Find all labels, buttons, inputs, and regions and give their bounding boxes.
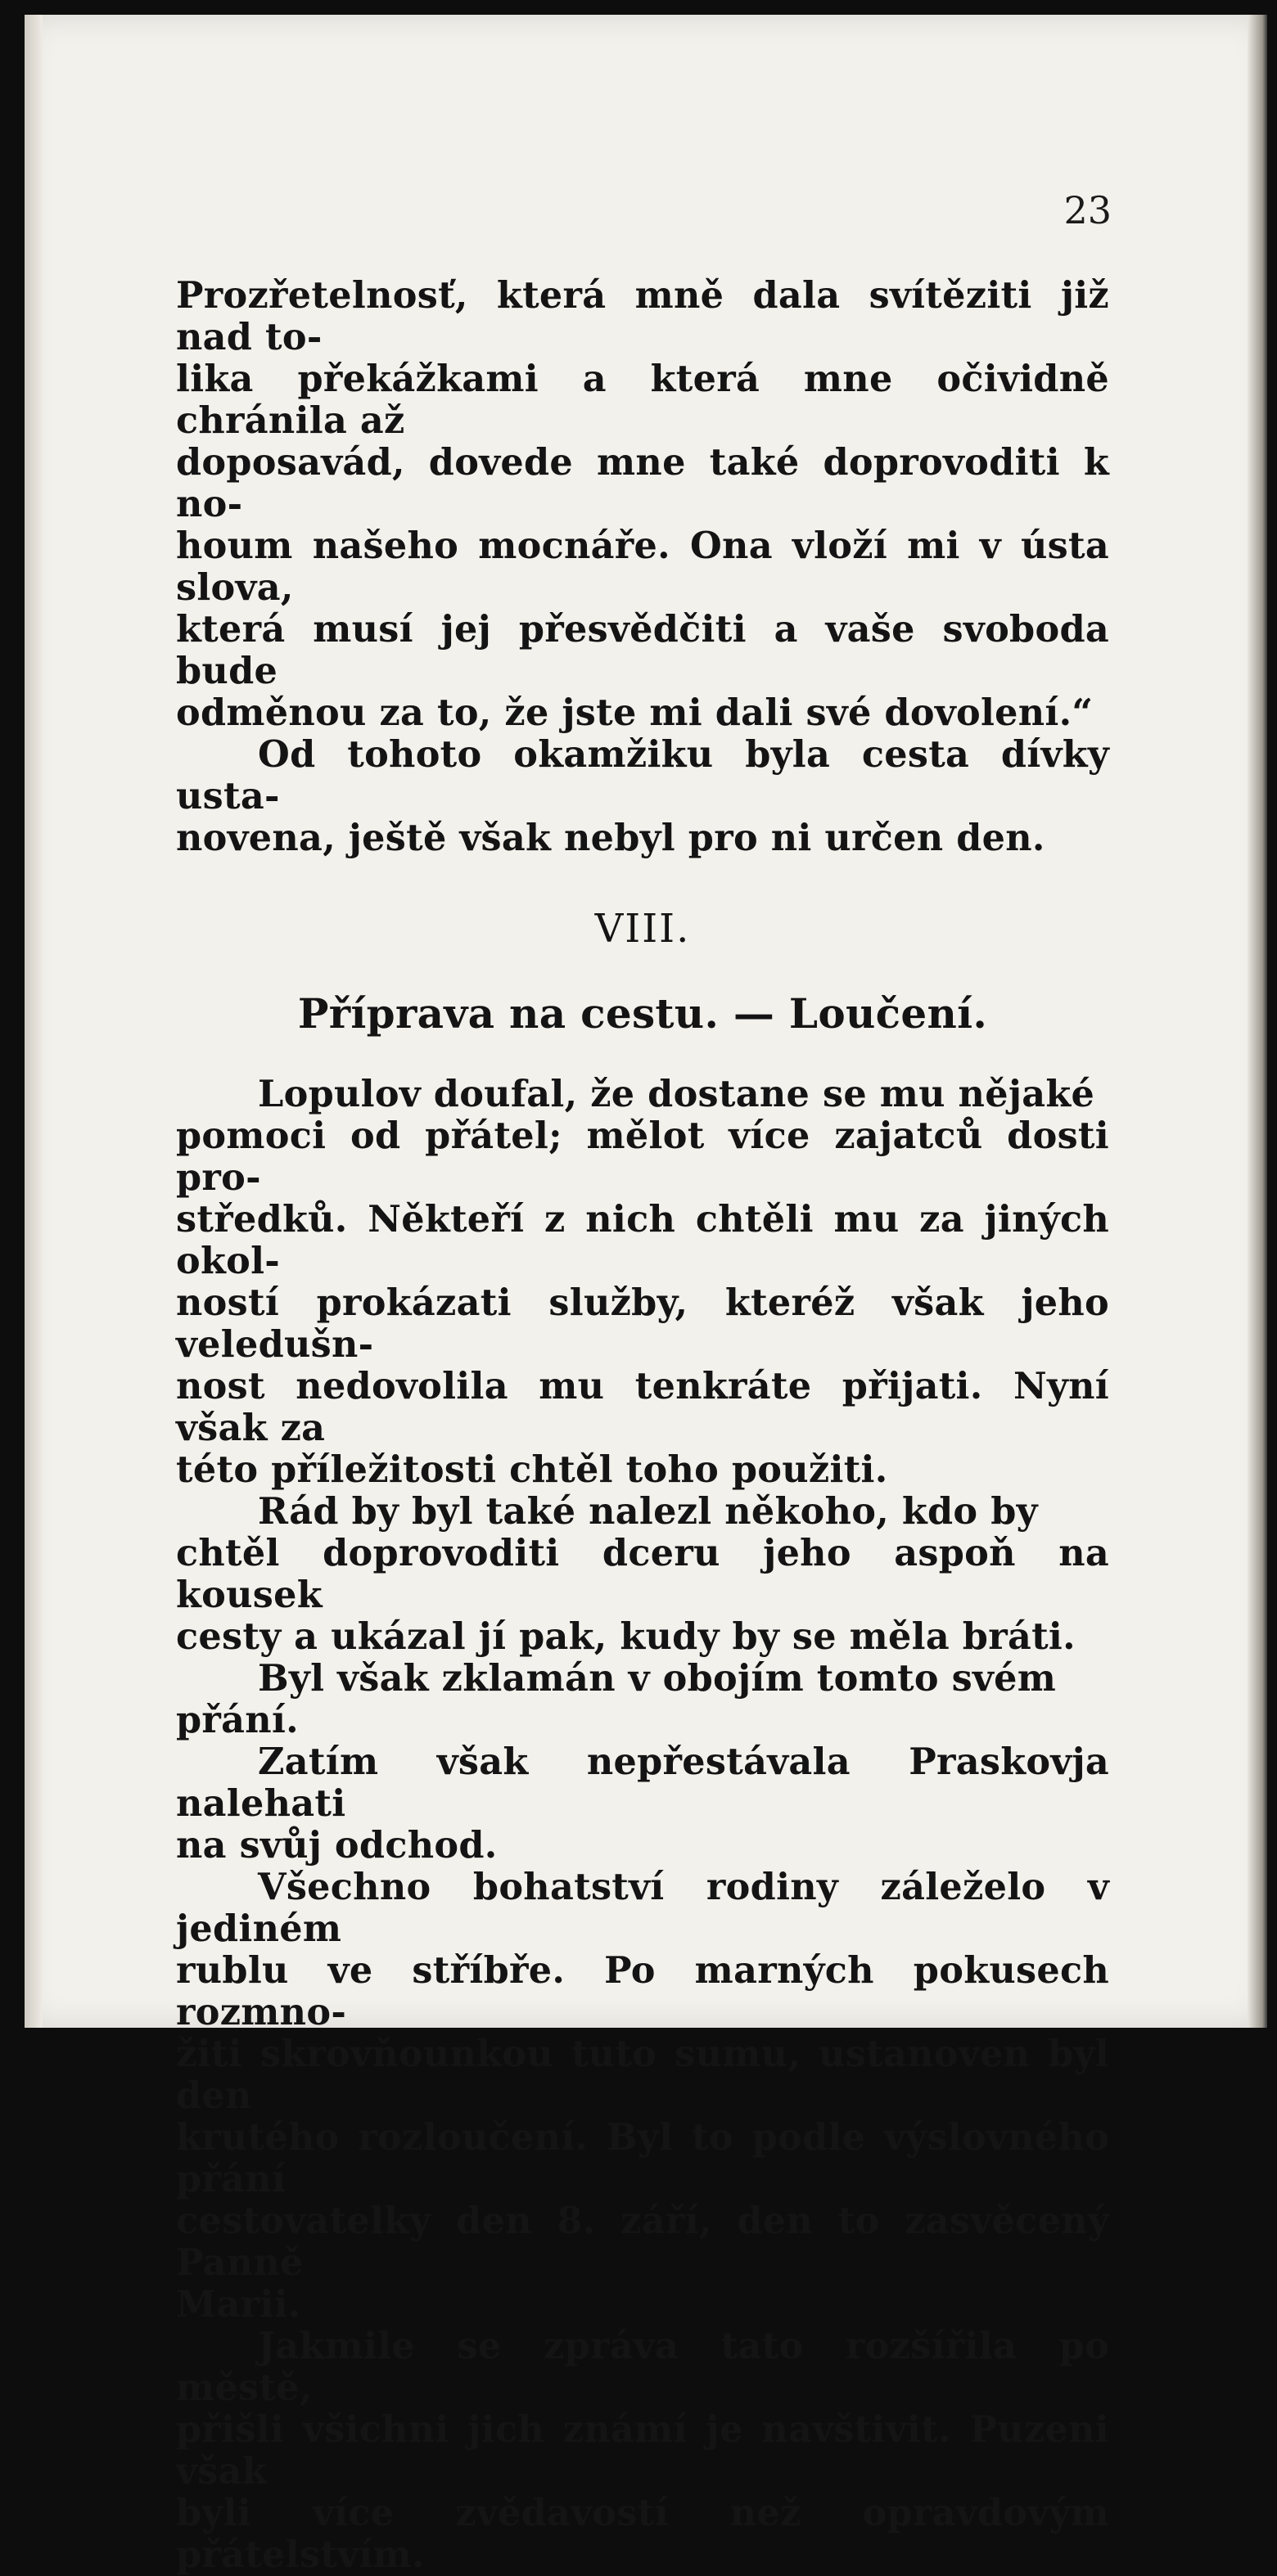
page-binding-edge	[25, 15, 43, 2028]
book-page	[25, 15, 1267, 2576]
chapter-title: Příprava na cestu. — Loučení.	[297, 989, 988, 1038]
paragraph-3: Lopulov doufal, že dostane se mu nějaké pomoci od přátel; mělot více zajatců dosti pro- středků. Někteří z nich chtěli mu za jiných okol- ností prokázati služby, kteréž však jeho veledušn- nost nedovolila mu tenkráte přijati. Nyní však za této příležitosti chtěl toho použiti.	[176, 1073, 1109, 1491]
text-block	[176, 275, 1109, 2576]
paragraph-6: Zatím však nepřestávala Praskovja nalehati na svůj odchod.	[176, 1741, 1109, 1867]
paragraph-4: Rád by byl také nalezl někoho, kdo by chtěl doprovoditi dceru jeho aspoň na kousek cesty a ukázal jí pak, kudy by se měla bráti.	[176, 1490, 1109, 1658]
page-right-edge	[1248, 15, 1267, 2028]
chapter-number: VIII.	[594, 906, 691, 952]
paragraph-7: Všechno bohatství rodiny záleželo v jediném rublu ve stříbře. Po marných pokusech rozmno- žiti skrovňounkou tuto sumu, ustanoven byl den krutého rozloučení. Byl to podle výslovného přání cestovatelky den 8. září, den to zasvěcený Panně Marii.	[176, 1866, 1109, 2326]
paragraph-2: Od tohoto okamžiku byla cesta dívky usta- novena, ještě však nebyl pro ni určen den.	[176, 733, 1109, 859]
page-number: 23	[1063, 188, 1112, 232]
paragraph-8: Jakmile se zpráva tato rozšířila po městě, přišli všichni jich známí je navštivit. Puzeni však byli více zvědavostí než opravdovým přátelstvím.	[176, 2325, 1109, 2576]
paragraph-5: Byl však zklamán v obojím tomto svém přání.	[176, 1657, 1057, 1741]
paragraph-1: Prozřetelnosť, která mně dala svítěziti již nad to- lika překážkami a která mne očividně chránila až doposavád, dovede mne také doprovoditi k no- houm našeho mocnáře. Ona vloží mi v ústa slova, která musí jej přesvědčiti a vaše svoboda bude odměnou za to, že jste mi dali své dovolení.“	[176, 274, 1109, 734]
